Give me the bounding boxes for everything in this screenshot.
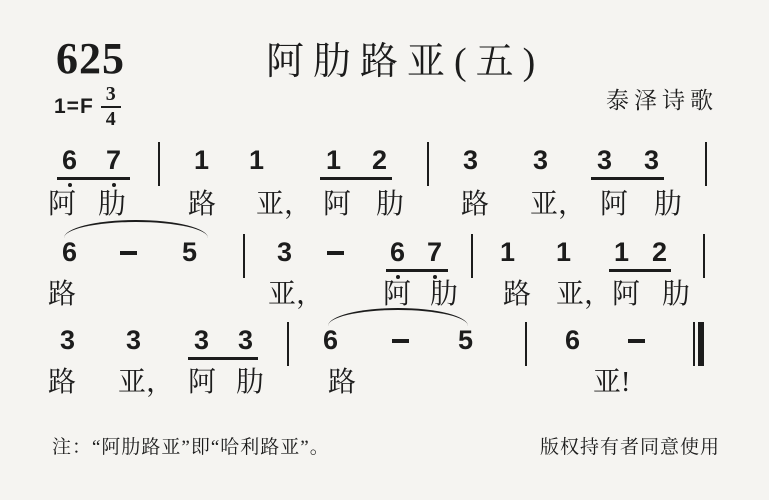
footnote: 注：“阿肋路亚”即“哈利路亚”。 bbox=[52, 437, 330, 458]
eighth-note-beam bbox=[57, 177, 130, 180]
note-digit: 3 bbox=[533, 145, 549, 175]
note-digit: 6 bbox=[62, 145, 78, 175]
lyric-syllable: 阿 bbox=[188, 367, 217, 398]
time-numerator: 3 bbox=[105, 83, 116, 105]
lyric-syllable: 路 bbox=[48, 279, 77, 310]
lyric-syllable: 肋 bbox=[662, 279, 691, 310]
eighth-note-beam bbox=[591, 177, 664, 180]
low-octave-dot bbox=[112, 183, 116, 187]
note-digit: 6 bbox=[565, 325, 581, 355]
lyric-syllable: 肋 bbox=[98, 189, 127, 220]
lyric-syllable: 阿 bbox=[383, 279, 412, 310]
note-digit: 6 bbox=[390, 237, 406, 267]
note-digit: 3 bbox=[60, 325, 76, 355]
lyric-syllable: 路 bbox=[461, 189, 490, 220]
duration-dash bbox=[120, 251, 137, 255]
note-digit: 2 bbox=[652, 237, 668, 267]
note-digit: 3 bbox=[597, 145, 613, 175]
eighth-note-beam bbox=[188, 357, 258, 360]
lyric-syllable: 路 bbox=[188, 189, 217, 220]
note-digit: 3 bbox=[463, 145, 479, 175]
lyric-syllable: 肋 bbox=[236, 367, 265, 398]
time-denominator: 4 bbox=[105, 108, 116, 130]
note-digit: 1 bbox=[614, 237, 630, 267]
barline bbox=[703, 234, 705, 278]
lyric-syllable: 路 bbox=[328, 367, 357, 398]
eighth-note-beam bbox=[386, 269, 448, 272]
note-digit: 1 bbox=[500, 237, 516, 267]
note-digit: 3 bbox=[126, 325, 142, 355]
lyric-syllable: 肋 bbox=[654, 189, 683, 220]
duration-dash bbox=[392, 339, 409, 343]
lyric-syllable: 亚! bbox=[593, 367, 631, 398]
lyric-syllable: 亚， bbox=[268, 279, 325, 310]
lyric-syllable: 亚， bbox=[118, 367, 175, 398]
note-digit: 7 bbox=[106, 145, 122, 175]
barline bbox=[471, 234, 473, 278]
attribution: 泰泽诗歌 bbox=[606, 88, 718, 113]
note-digit: 1 bbox=[194, 145, 210, 175]
note-digit: 1 bbox=[326, 145, 342, 175]
lyric-syllable: 肋 bbox=[376, 189, 405, 220]
note-digit: 6 bbox=[323, 325, 339, 355]
song-number: 625 bbox=[56, 34, 125, 83]
note-digit: 3 bbox=[238, 325, 254, 355]
duration-dash bbox=[628, 339, 645, 343]
lyric-syllable: 亚， bbox=[256, 189, 313, 220]
note-digit: 6 bbox=[62, 237, 78, 267]
lyric-syllable: 亚， bbox=[556, 279, 613, 310]
slur-arc bbox=[328, 308, 468, 326]
note-digit: 3 bbox=[277, 237, 293, 267]
copyright-notice: 版权持有者同意使用 bbox=[540, 437, 721, 458]
eighth-note-beam bbox=[320, 177, 392, 180]
note-digit: 1 bbox=[249, 145, 265, 175]
note-digit: 3 bbox=[644, 145, 660, 175]
final-barline-thin bbox=[693, 322, 695, 366]
barline bbox=[287, 322, 289, 366]
lyric-syllable: 阿 bbox=[48, 189, 77, 220]
lyric-syllable: 阿 bbox=[600, 189, 629, 220]
page-title: 阿肋路亚(五) bbox=[266, 41, 545, 83]
lyric-syllable: 阿 bbox=[612, 279, 641, 310]
barline bbox=[525, 322, 527, 366]
lyric-syllable: 亚， bbox=[530, 189, 587, 220]
barline bbox=[158, 142, 160, 186]
eighth-note-beam bbox=[609, 269, 671, 272]
lyric-syllable: 阿 bbox=[323, 189, 352, 220]
barline bbox=[427, 142, 429, 186]
barline bbox=[705, 142, 707, 186]
final-barline-thick bbox=[698, 322, 704, 366]
note-digit: 1 bbox=[556, 237, 572, 267]
duration-dash bbox=[327, 251, 344, 255]
lyric-syllable: 路 bbox=[48, 367, 77, 398]
note-digit: 5 bbox=[182, 237, 198, 267]
lyric-syllable: 路 bbox=[503, 279, 532, 310]
key-signature: 1=F bbox=[54, 95, 94, 118]
note-digit: 5 bbox=[458, 325, 474, 355]
slur-arc bbox=[64, 220, 208, 238]
low-octave-dot bbox=[68, 183, 72, 187]
barline bbox=[243, 234, 245, 278]
lyric-syllable: 肋 bbox=[430, 279, 459, 310]
note-digit: 3 bbox=[194, 325, 210, 355]
note-digit: 7 bbox=[427, 237, 443, 267]
note-digit: 2 bbox=[372, 145, 388, 175]
